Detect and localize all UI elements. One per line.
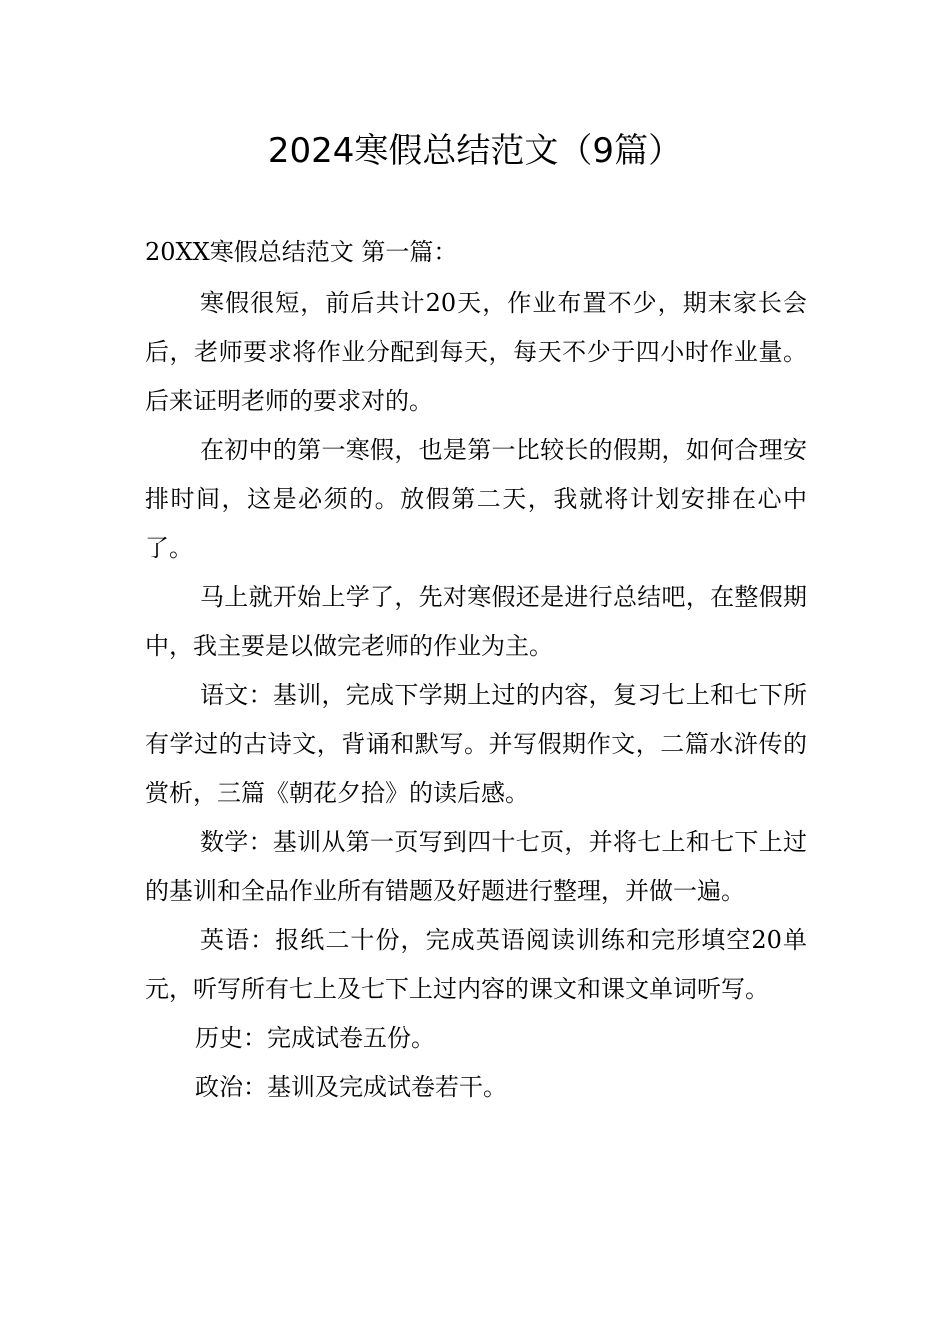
paragraph: 历史：完成试卷五份。 bbox=[195, 1024, 435, 1052]
paragraph: 在初中的第一寒假，也是第一比较长的假期，如何合理安排时间，这是必须的。放假第二天，我就将计划安排在心中了。 bbox=[145, 436, 807, 562]
paragraph: 英语：报纸二十份，完成英语阅读训练和完形填空20单元，听写所有七上及七下上过内容的课文和课文单词听写。 bbox=[145, 926, 807, 1003]
paragraph: 马上就开始上学了，先对寒假还是进行总结吧，在整假期中，我主要是以做完老师的作业为主。 bbox=[145, 583, 807, 660]
paragraph: 政治：基训及完成试卷若干。 bbox=[195, 1073, 507, 1101]
document-title: 2024寒假总结范文（9篇） bbox=[267, 131, 683, 171]
paragraph: 数学：基训从第一页写到四十七页，并将七上和七下上过的基训和全品作业所有错题及好题进行整理，并做一遍。 bbox=[145, 828, 807, 905]
paragraph: 语文：基训，完成下学期上过的内容，复习七上和七下所有学过的古诗文，背诵和默写。并写假期作文，二篇水浒传的赏析，三篇《朝花夕拾》的读后感。 bbox=[145, 681, 807, 807]
section-heading: 20XX寒假总结范文 第一篇： bbox=[145, 238, 458, 266]
document-body bbox=[145, 228, 807, 1112]
paragraph: 寒假很短，前后共计20天，作业布置不少，期末家长会后，老师要求将作业分配到每天，每天不少于四小时作业量。后来证明老师的要求对的。 bbox=[145, 289, 807, 415]
